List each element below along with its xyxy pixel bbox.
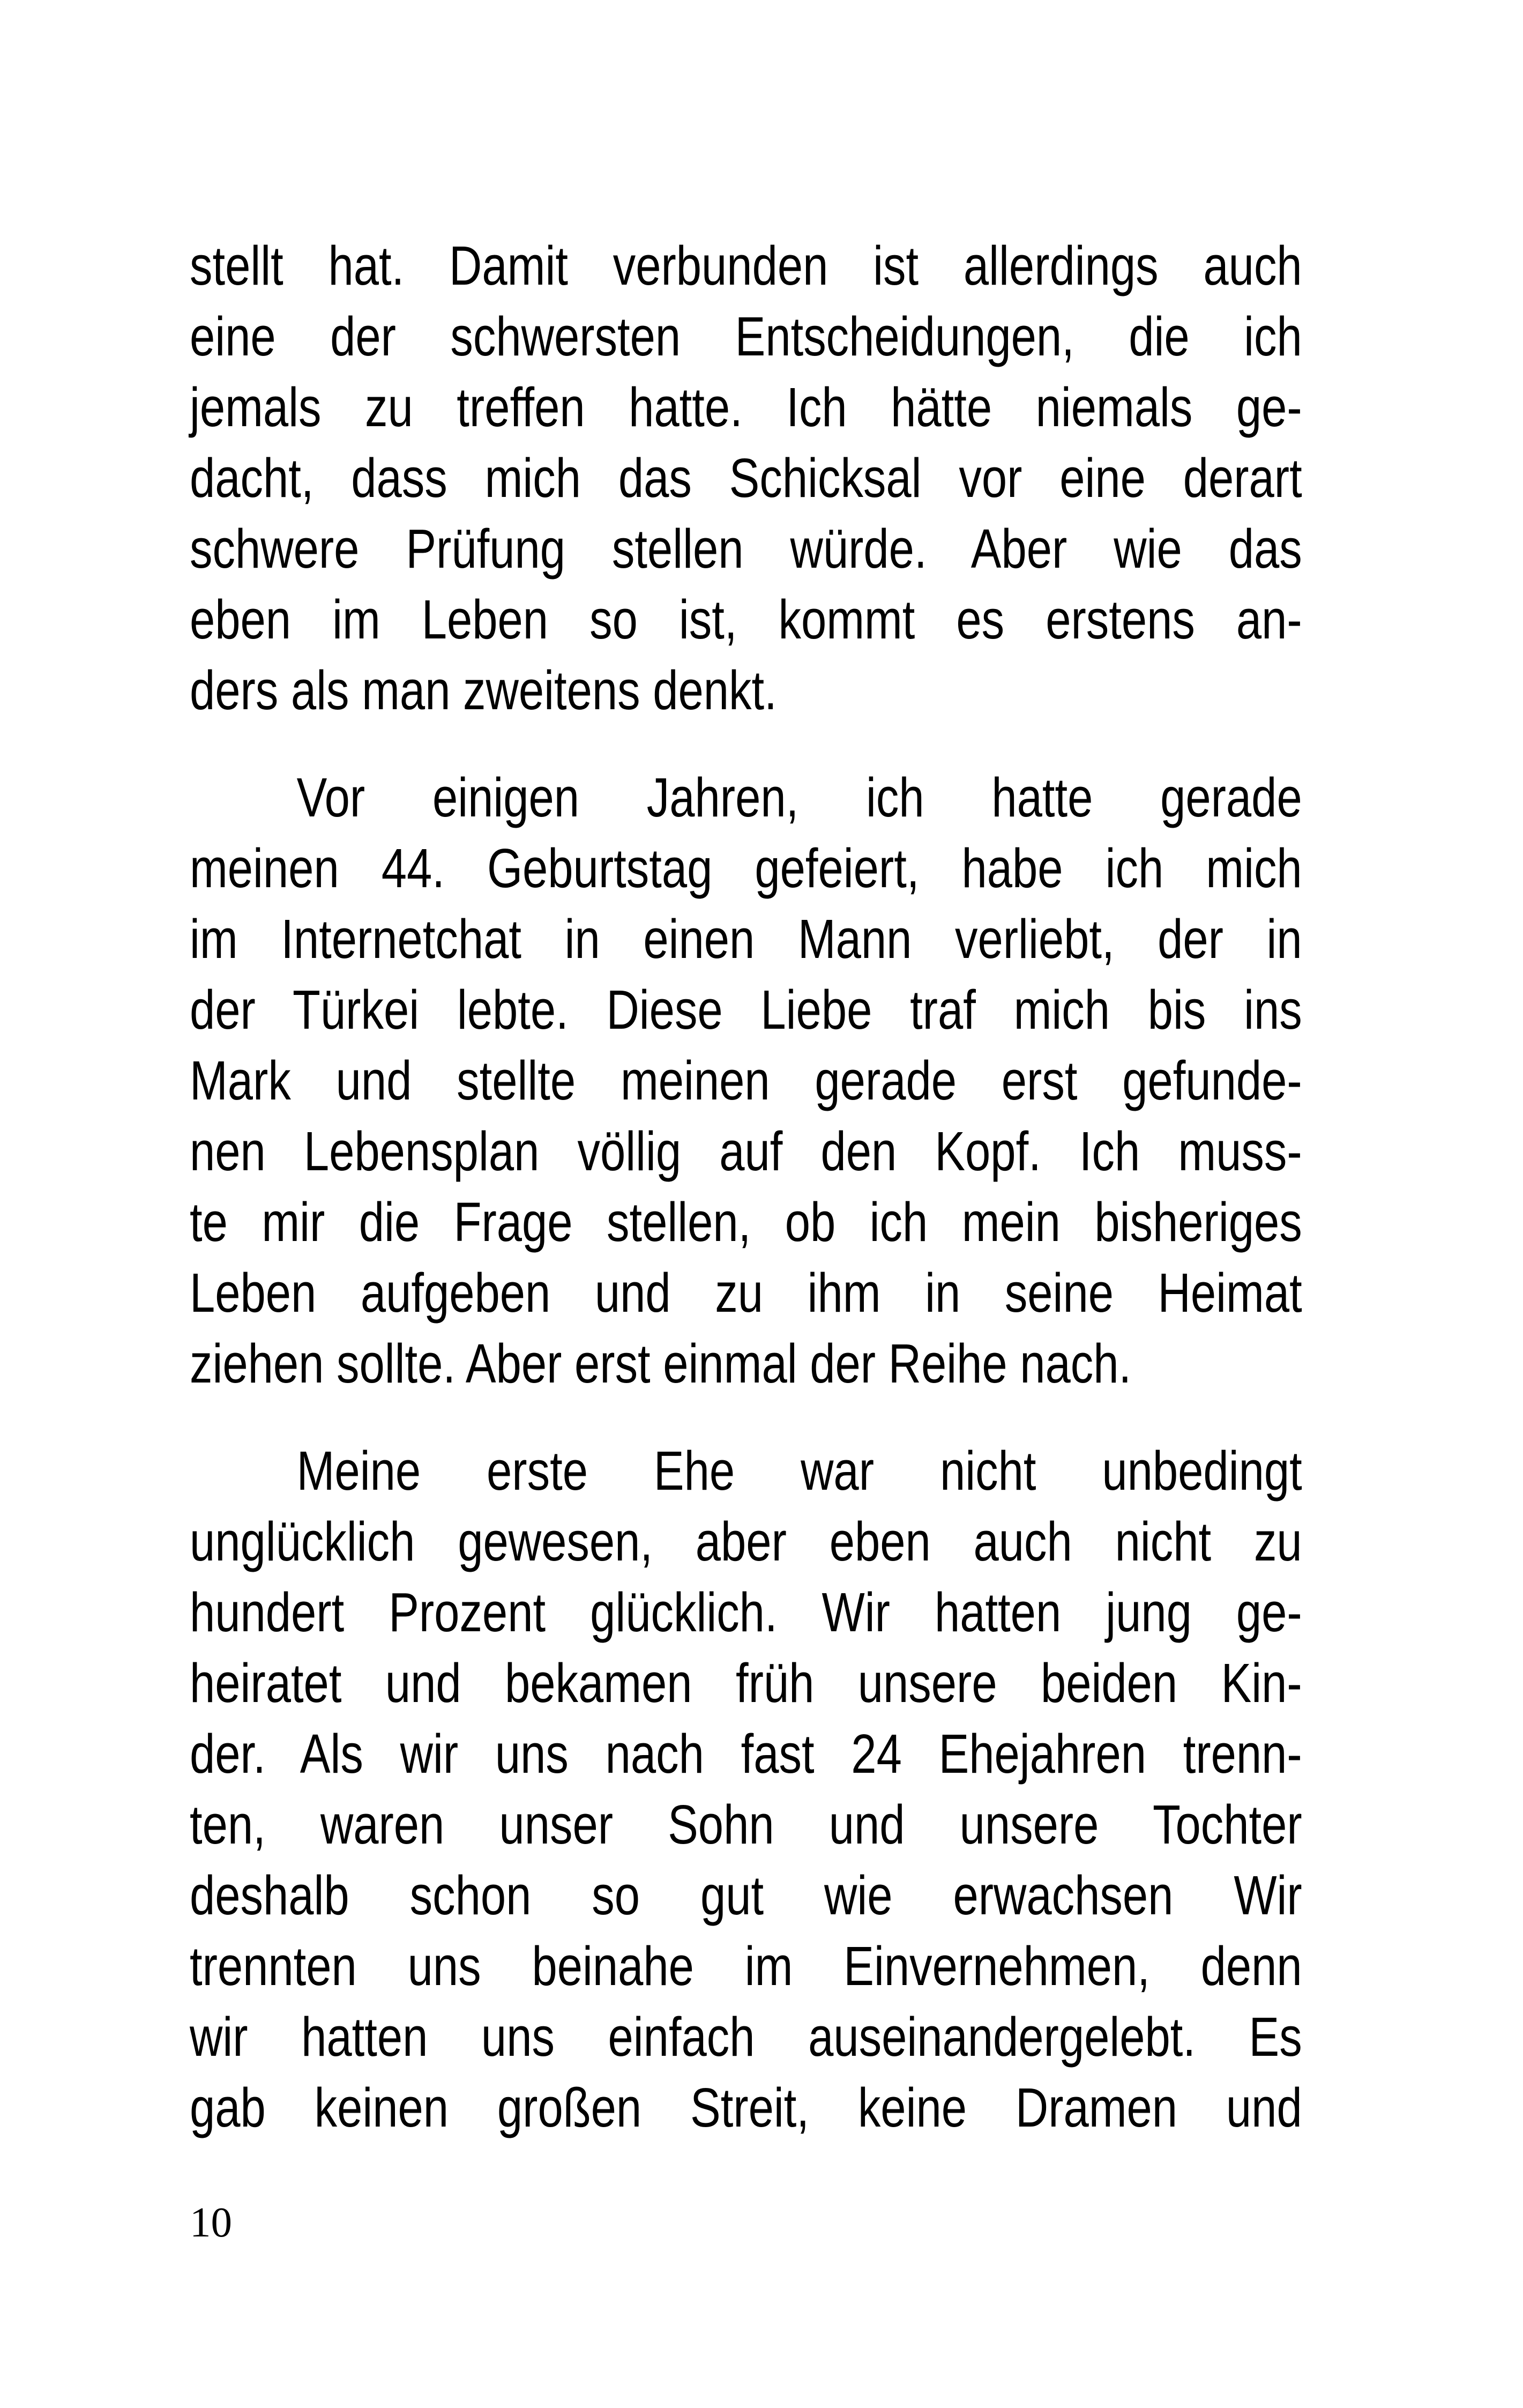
text-line: jemals zu treffen hatte. Ich hätte niemals ge- bbox=[190, 376, 1302, 438]
text-line: Meine erste Ehe war nicht unbedingt bbox=[296, 1440, 1302, 1502]
text-line: Mark und stellte meinen gerade erst gefunde- bbox=[190, 1050, 1302, 1111]
text-line: eben im Leben so ist, kommt es erstens an- bbox=[190, 589, 1302, 650]
text-line: ders als man zweitens denkt. bbox=[190, 659, 777, 721]
paragraph bbox=[190, 762, 1302, 1399]
text-line: wir hatten uns einfach auseinandergelebt. Es bbox=[190, 2006, 1302, 2068]
text-line: der Türkei lebte. Diese Liebe traf mich bis ins bbox=[190, 979, 1302, 1041]
text-line: stellt hat. Damit verbunden ist allerdings auch bbox=[190, 235, 1302, 296]
text-line: ten, waren unser Sohn und unsere Tochter bbox=[190, 1794, 1302, 1855]
text-line: unglücklich gewesen, aber eben auch nicht zu bbox=[190, 1511, 1302, 1572]
text-line: Vor einigen Jahren, ich hatte gerade bbox=[296, 767, 1302, 828]
text-line: ziehen sollte. Aber erst einmal der Reihe nach. bbox=[190, 1333, 1132, 1394]
text-line: Leben aufgeben und zu ihm in seine Heimat bbox=[190, 1262, 1302, 1324]
text-line: dacht, dass mich das Schicksal vor eine derart bbox=[190, 447, 1302, 509]
page-number: 10 bbox=[190, 2199, 232, 2246]
text-line: nen Lebensplan völlig auf den Kopf. Ich muss- bbox=[190, 1120, 1302, 1182]
text-line: hundert Prozent glücklich. Wir hatten jung ge- bbox=[190, 1581, 1302, 1643]
text-line: te mir die Frage stellen, ob ich mein bisheriges bbox=[190, 1191, 1302, 1253]
text-line: im Internetchat in einen Mann verliebt, der in bbox=[190, 908, 1302, 970]
text-line: der. Als wir uns nach fast 24 Ehejahren trenn- bbox=[190, 1723, 1302, 1785]
paragraph bbox=[190, 1436, 1302, 2143]
text-line: deshalb schon so gut wie erwachsen Wir bbox=[190, 1864, 1302, 1926]
text-line: eine der schwersten Entscheidungen, die ich bbox=[190, 306, 1302, 367]
paragraph bbox=[190, 231, 1302, 726]
text-line: heiratet und bekamen früh unsere beiden Kin- bbox=[190, 1652, 1302, 1714]
text-line: schwere Prüfung stellen würde. Aber wie das bbox=[190, 518, 1302, 579]
text-line: meinen 44. Geburtstag gefeiert, habe ich mich bbox=[190, 837, 1302, 899]
text-line: trennten uns beinahe im Einvernehmen, denn bbox=[190, 1935, 1302, 1997]
page-text bbox=[190, 231, 1302, 2143]
text-line: gab keinen großen Streit, keine Dramen und bbox=[190, 2077, 1302, 2138]
